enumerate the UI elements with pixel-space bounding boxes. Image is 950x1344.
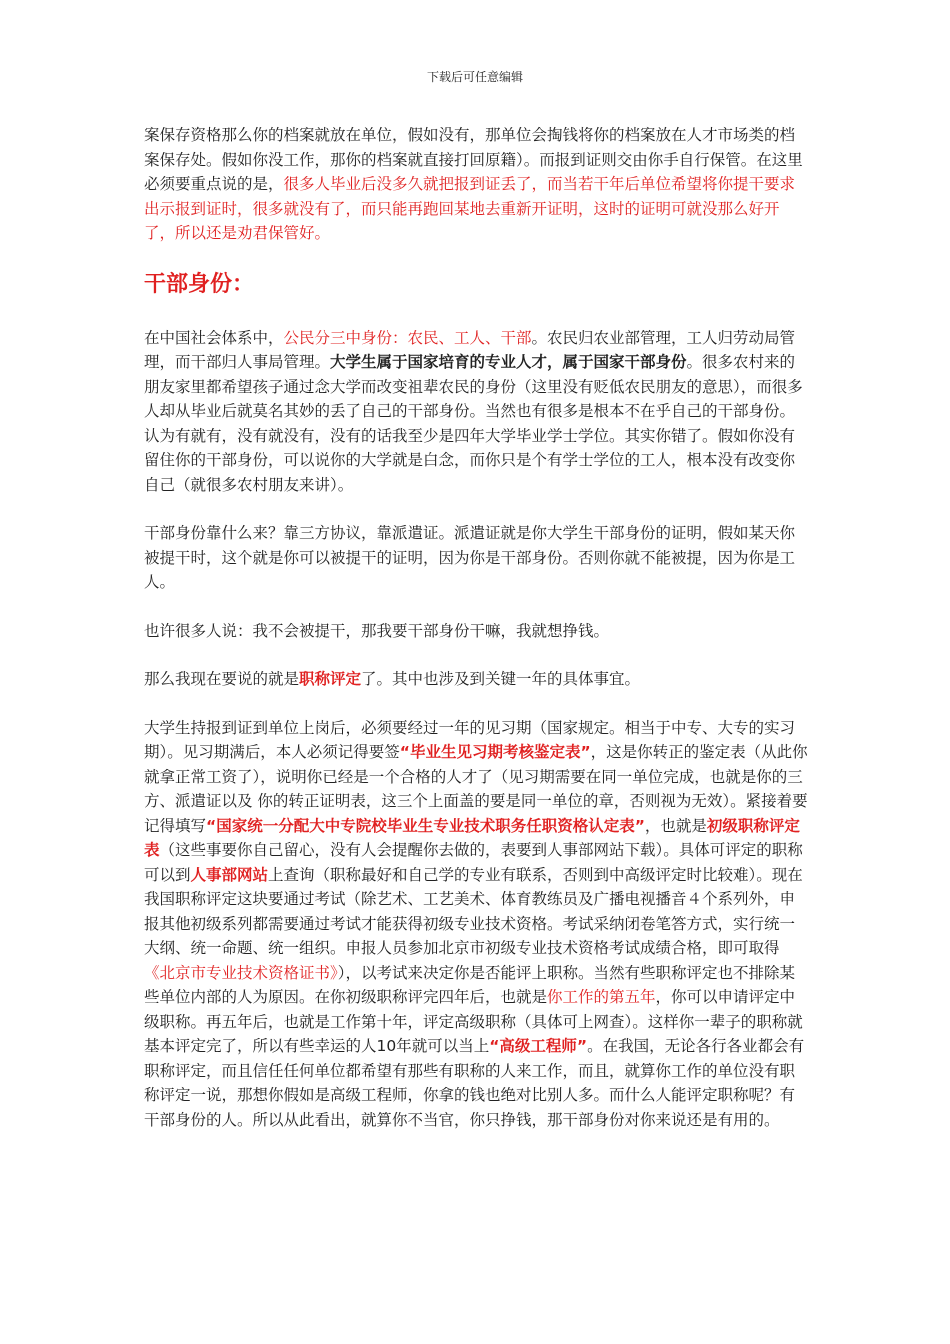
fifth-year-highlight: 你工作的第五年 bbox=[547, 988, 656, 1006]
paragraph-identity-intro: 在中国社会体系中， bbox=[144, 328, 284, 347]
paragraph-archive-text: 案保存资格那么你的档案就放在单位，假如没有，那单位会掏钱将你的档案放在人才市场类的档案保存处。假如你没工作，那你的档案就直接打回原籍）。而报到证则交由你手自行保管。在这里必须要重点说的是， bbox=[144, 126, 803, 193]
qualification-form-title: “国家统一分配大中专院校毕业生专业技术职务任职资格认定表” bbox=[206, 816, 645, 835]
internship-text-8: 。在我国，无论各行各业都会有职称评定，而且信任任何单位都希望有那些有职称的人来工作，而且，就算你工作的单位没有职称评定一说，那想你假如是高级工程师，你拿的钱也绝对比别人多。而什么人能评定职称呢？有干部身份的人。所以从此看出，就算你不当官，你只挣钱，那干部身份对你来说还是有用的。 bbox=[144, 1037, 805, 1129]
internship-assessment-form: “毕业生见习期考核鉴定表” bbox=[399, 743, 591, 761]
internship-text-6: ），以考试来决定你是否能评上职称。当然有些职称评定也不排除某些单位内部的人为原因。在你初级职称评完四年后，也就是 bbox=[144, 963, 796, 1006]
paragraph-identity-management: 。农民归农业部管理，工人归劳动局管理，而干部归人事局管理。 bbox=[144, 328, 796, 371]
paragraph-identity-three-statuses: 公民分三中身份：农民、工人、干部 bbox=[283, 328, 532, 347]
paragraph-archive bbox=[144, 123, 808, 246]
page-header: 下载后可任意编辑 bbox=[426, 70, 523, 84]
paragraph-title-evaluation-text: 那么我现在要说的就是 bbox=[144, 670, 300, 688]
paragraph-title-evaluation-tail: 了。其中也涉及到关键一年的具体事宜。 bbox=[361, 670, 641, 688]
paragraph-title-evaluation-highlight: 职称评定 bbox=[299, 670, 362, 688]
personnel-ministry-website: 人事部网站 bbox=[190, 865, 269, 884]
senior-engineer-highlight: “高级工程师” bbox=[489, 1037, 588, 1055]
paragraph-identity-bold-statement: 大学生属于国家培育的专业人才，属于国家干部身份 bbox=[330, 353, 687, 371]
internship-text-7: ，你可以申请评定中级职称。再五年后，也就是工作第十年，评定高级职称（具体可上网查）。这样你一辈子的职称就基本评定完了，所以有些幸运的人10年就可以当上 bbox=[144, 988, 803, 1055]
internship-text-3: ，也就是 bbox=[644, 816, 707, 835]
paragraph-money: 也许很多人说：我不会被提干，那我要干部身份干嘛，我就想挣钱。 bbox=[144, 621, 610, 640]
internship-text-1: 大学生持报到证到单位上岗后，必须要经过一年的见习期（国家规定。相当于中专、大专的实习期）。见习期满后，本人必须记得要签 bbox=[144, 718, 796, 761]
paragraph-internship bbox=[144, 716, 808, 1133]
document-body bbox=[144, 123, 808, 1156]
section-heading-cadre-status: 干部身份： bbox=[144, 271, 255, 297]
paragraph-identity bbox=[144, 326, 808, 498]
paragraph-archive-warning: 很多人毕业后没多久就把报到证丢了，而当若干年后单位希望将你提干要求出示报到证时，很多就没有了，而只能再跑回某地去重新开证明，这时的证明可就没那么好开了，所以还是劝君保管好。 bbox=[144, 175, 796, 242]
paragraph-identity-body: 。很多农村来的朋友家里都希望孩子通过念大学而改变祖辈农民的身份（这里没有贬低农民朋友的意思），而很多人却从毕业后就莫名其妙的丢了自己的干部身份。当然也有很多是根本不在乎自己的干部身份。认为有就有，没有就没有，没有的话我至少是四年大学毕业学士学位。其实你错了。假如你没有留住你的干部身份，可以说你的大学就是白念，而你只是个有学士学位的工人，根本没有改变你自己（就很多农村朋友来讲）。 bbox=[144, 353, 803, 494]
internship-text-4: （这些事要你自己留心，没有人会提醒你去做的，表要到人事部网站下载）。具体可评定的职称可以到 bbox=[144, 841, 803, 884]
internship-text-5: 上查询（职称最好和自己学的专业有联系，否则到中高级评定时比较难）。现在我国职称评定这块要通过考试（除艺术、工艺美术、体育教练员及广播电视播音４个系列外，申报其他初级系列都需要通过考试才能获得初级专业技术资格。考试采纳闭卷笔答方式，实行统一大纲、统一命题、统一组织。申报人员参加北京市初级专业技术资格考试成绩合格，即可取得 bbox=[144, 865, 803, 957]
junior-title-form: 初级职称评定表 bbox=[144, 816, 800, 859]
paragraph-dispatch-certificate: 干部身份靠什么来？靠三方协议，靠派遣证。派遣证就是你大学生干部身份的证明，假如某天你被提干时，这个就是你可以被提干的证明，因为你是干部身份。否则你就不能被提，因为你是工人。 bbox=[144, 524, 796, 591]
beijing-certificate: 《北京市专业技术资格证书》 bbox=[144, 963, 338, 982]
internship-text-2: ，这是你转正的鉴定表（从此你就拿正常工资了），说明你已经是一个合格的人才了（见习期需要在同一单位完成，也就是你的三方、派遣证以及 你的转正证明表，这三个上面盖的要是同一单位的章，否则视为无效）。紧接着要记得填写 bbox=[144, 743, 808, 835]
paragraph-title-evaluation-intro bbox=[144, 667, 808, 692]
